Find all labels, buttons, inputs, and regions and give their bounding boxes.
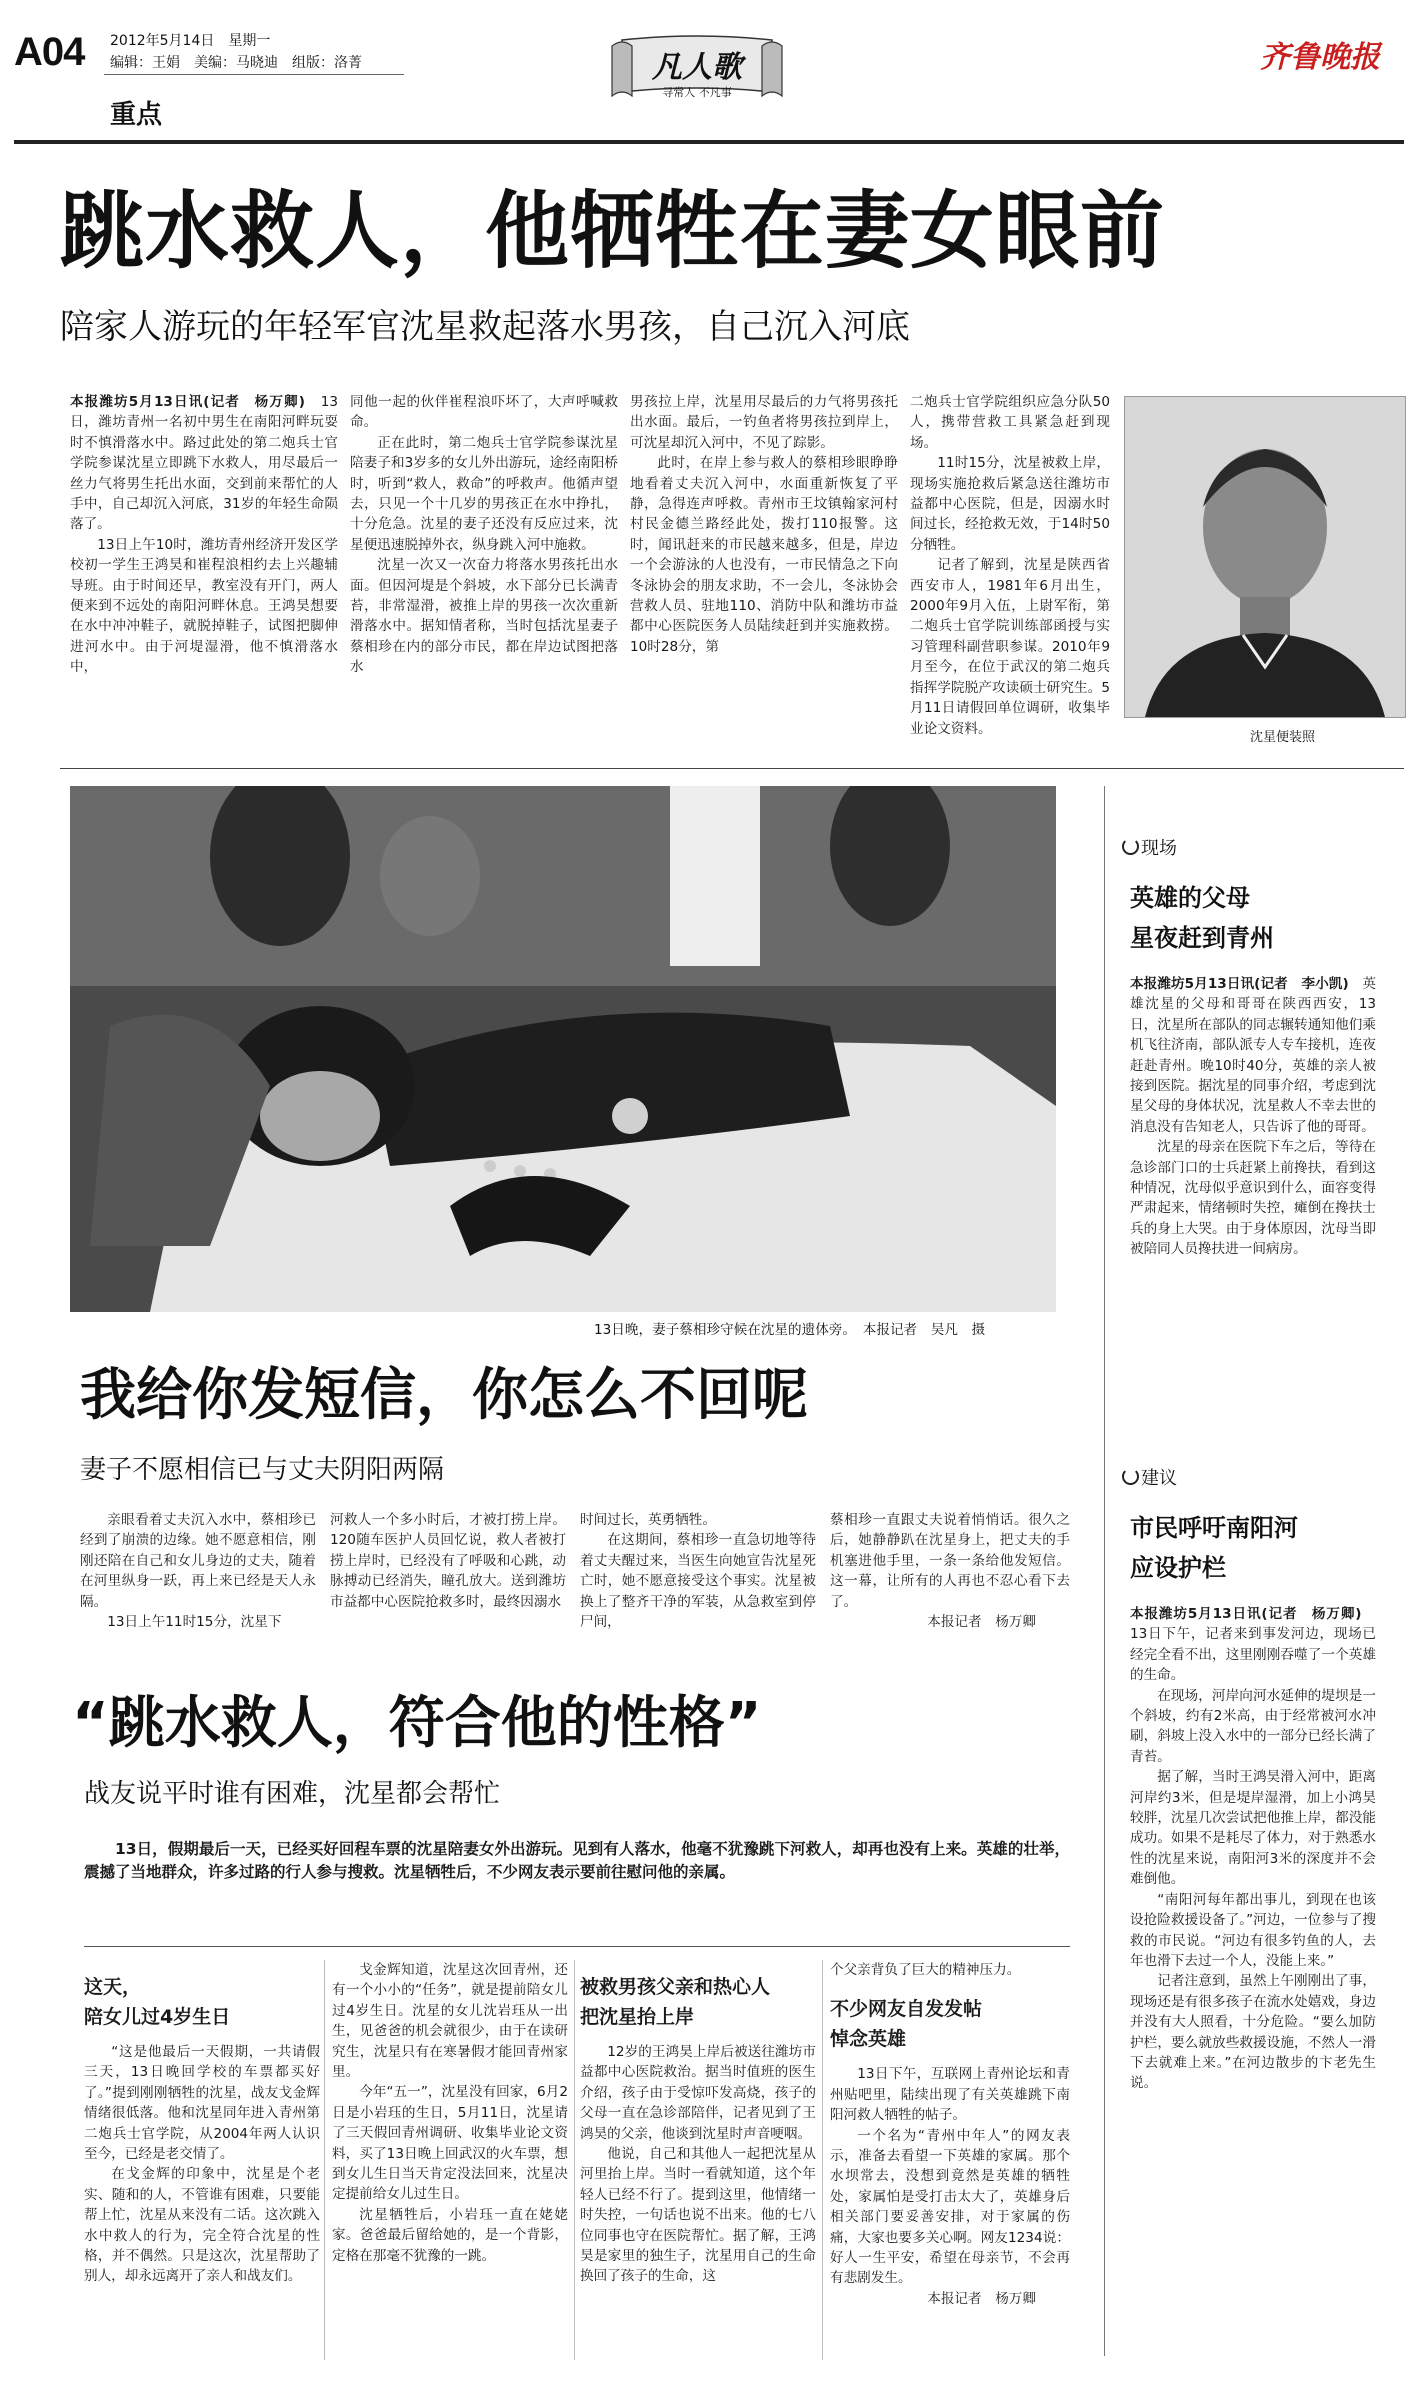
article1-para: 记者了解到，沈星是陕西省西安市人，1981年6月出生，2000年9月入伍，上尉军衔，第二炮兵士官学院训练部函授与实习管理科副营职参谋。2010年9月至今，在位于武汉的第二炮兵指挥学院脱产攻读硕士研究生。5月11日请假回单位调研，收集毕业论文资料。: [910, 557, 1110, 737]
sidebar2: [1122, 1466, 1408, 2094]
article1-para: 二炮兵士官学院组织应急分队50人，携带营救工具紧急赶到现场。: [910, 394, 1110, 451]
sidebar2-title-line1: 市民呼吁南阳河: [1130, 1514, 1298, 1542]
masthead-divider: [104, 74, 404, 75]
circle-marker-icon: [1122, 1468, 1139, 1485]
date-line: 2012年5月14日 星期一: [110, 33, 271, 49]
article1-para: 此时，在岸上参与救人的蔡相珍眼睁睁地看着丈夫沉入河中，水面重新恢复了平静，急得连声呼救。青州市王坟镇翰家河村村民金德兰路经此处，拨打110报警。这时，闻讯赶来的市民越来越多，但是，岸边一个会游泳的人也没有，一市民情急之下向冬泳协会的朋友求助，不一会儿，冬泳协会营救人员、驻地110、消防中队和潍坊市益都中心医院医务人员陆续赶到并实施救捞。10时28分，第: [630, 455, 898, 655]
article1-para: 男孩拉上岸，沈星用尽最后的力气将男孩托出水面。最后，一钓鱼者将男孩拉到岸上，可沈星却沉入河中，不见了踪影。: [630, 394, 898, 451]
column-logo-title: 凡人歌: [652, 50, 742, 85]
article3-para: “这是他最后一天假期，一共请假三天，13日晚回学校的车票都买好了。”提到刚刚牺牲的沈星，战友戈金辉情绪很低落。他和沈星同年进入青州第二炮兵士官学院，从2004年两人认识至今，已经是老交情了。: [84, 2044, 320, 2163]
article1-para: 13日，潍坊青州一名初中男生在南阳河畔玩耍时不慎滑落水中。路过此处的第二炮兵士官学院参谋沈星立即跳下水救人，用尽最后一丝力气将男生托出水面，交到前来帮忙的人手中，自己却沉入河底，31岁的年轻生命陨落了。: [70, 394, 338, 533]
main-photo: [70, 786, 1056, 1312]
article3-para: 13日下午，互联网上青州论坛和青州贴吧里，陆续出现了有关英雄跳下南阳河救人牺牲的帖子。: [830, 2066, 1070, 2124]
article2-col2: [330, 1510, 566, 1660]
article3-lead: [84, 1838, 1070, 1938]
section-label: 重点: [110, 100, 163, 130]
article2-col1: [80, 1510, 316, 1660]
sidebar2-para: 在现场，河岸向河水延伸的堤坝是一个斜坡，约有2米高，由于经常被河水冲刷，斜坡上没入水中的一部分已经长满了青苔。: [1130, 1687, 1376, 1765]
section-rule: [60, 768, 1404, 769]
portrait-person-icon: [1125, 397, 1405, 717]
article3-para: 戈金辉知道，沈星这次回青州，还有一个小小的“任务”，就是提前陪女儿过4岁生日。沈星的女儿沈岩珏从一出生，见爸爸的机会就很少，由于在读研究生，沈星只有在寒暑假才能回青州家里。: [332, 1962, 568, 2081]
sidebar1-title-line2: 星夜赶到青州: [1130, 924, 1274, 952]
top-rule: [14, 140, 1404, 144]
main-photo-caption: 13日晚，妻子蔡相珍守候在沈星的遗体旁。 本报记者 吴凡 摄: [594, 1322, 986, 1338]
sidebar2-para: 13日下午，记者来到事发河边，现场已经完全看不出，这里刚刚吞噬了一个英雄的生命。: [1130, 1606, 1376, 1684]
article3-headline: “跳水救人，符合他的性格”: [72, 1691, 762, 1756]
sidebar2-para: 记者注意到，虽然上午刚刚出了事，现场还是有很多孩子在流水处嬉戏，身边并没有大人照看，十分危险。“要么加防护栏，要么就放些救援设施，不然人一滑下去就难上来。”在河边散步的卞老先生说。: [1130, 1973, 1376, 2092]
column-divider: [324, 1960, 325, 2360]
article2-col3: [580, 1510, 816, 1660]
sidebar2-para: “南阳河每年都出事儿，到现在也该设抢险救援设备了。”河边，一位参与了搜救的市民说。“河边有很多钓鱼的人，去年也滑下去过一个人，没能上来。”: [1130, 1891, 1376, 1969]
article3-col3: [580, 1960, 816, 2360]
article1-col4: [910, 392, 1110, 752]
sidebar-divider: [1104, 786, 1105, 2356]
article3-col2: [332, 1960, 568, 2360]
photo-scene-icon: [70, 786, 1056, 1312]
sidebar2-para: 据了解，当时王鸿昊滑入河中，距离河岸约3米，但是堤岸湿滑，加上小鸿昊较胖，沈星几次尝试把他推上岸，都没能成功。如果不是耗尽了体力，对于熟悉水性的沈星来说，南阳河3米的深度并不会难倒他。: [1130, 1769, 1376, 1888]
article1-col3: [630, 392, 898, 752]
editors-line: 编辑：王娟 美编：马晓迪 组版：洛菁: [110, 55, 362, 71]
article1-col1: [70, 392, 338, 752]
sidebar2-byline: 本报潍坊5月13日讯(记者 杨万卿): [1130, 1606, 1362, 1622]
column-divider: [574, 1960, 575, 2360]
article1-para: 同他一起的伙伴崔程浪吓坏了，大声呼喊救命。: [350, 394, 618, 431]
article2-para: 在这期间，蔡相珍一直急切地等待着丈夫醒过来，当医生向她宣告沈星死亡时，她不愿意接受这个事实。沈星被换上了整齐干净的军装，从急救室到停尸间，: [580, 1532, 816, 1631]
article3-para: 个父亲背负了巨大的精神压力。: [830, 1962, 1021, 1978]
article3-para: 今年“五一”，沈星没有回家，6月2日是小岩珏的生日，5月11日，沈星请了三天假回青州调研、收集毕业论文资料，买了13日晚上回武汉的火车票，想到女儿生日当天肯定没法回来，沈星决定提前给女儿过生日。: [332, 2084, 568, 2203]
article3-subhead: 战友说平时谁有困难，沈星都会帮忙: [84, 1779, 501, 1809]
article3-para: 12岁的王鸿昊上岸后被送往潍坊市益都中心医院救治。据当时值班的医生介绍，孩子由于受惊吓发高烧，孩子的父母一直在急诊部陪伴，记者见到了王鸿昊的父亲，他谈到沈星时声音哽咽。: [580, 2044, 816, 2142]
article2-subhead: 妻子不愿相信已与丈夫阴阳两隔: [80, 1455, 445, 1485]
paper-name: 齐鲁晚报: [1260, 40, 1380, 75]
article3-lead-para: 13日，假期最后一天，已经买好回程车票的沈星陪妻女外出游玩。见到有人落水，他毫不犹豫跳下河救人，却再也没有上来。英雄的壮举，震撼了当地群众，许多过路的行人参与搜救。沈星牺牲后，不少网友表示要前往慰问他的亲属。: [84, 1840, 1070, 1881]
article3-sec2-title1: 被救男孩父亲和热心人: [580, 1976, 771, 1998]
sidebar1-byline: 本报潍坊5月13日讯(记者 李小凯): [1130, 976, 1349, 992]
article3-para: 一个名为“青州中年人”的网友表示，准备去看望一下英雄的家属。那个水坝常去，没想到竟然是英雄的牺牲处，家属怕是受打击太大了，英雄身后相关部门要妥善安排，对于家属的伤痛，大家也要多关心啊。网友1234说：好人一生平安，希望在母亲节，不会再有悲剧发生。: [830, 2127, 1070, 2287]
article1-col2: [350, 392, 618, 752]
article2-headline: 我给你发短信，你怎么不回呢: [80, 1363, 808, 1428]
article2-para: 河救人一个多小时后，才被打捞上岸。120随车医护人员回忆说，救人者被打捞上岸时，已经没有了呼吸和心跳，动脉搏动已经消失，瞳孔放大。送到潍坊市益都中心医院抢救多时，最终因溺水: [330, 1512, 566, 1610]
article3-para: 沈星牺牲后，小岩珏一直在姥姥家。爸爸最后留给她的，是一个背影，定格在那毫不犹豫的一跳。: [332, 2206, 568, 2264]
portrait-caption: 沈星便装照: [1250, 730, 1316, 745]
main-headline: 跳水救人，他牺牲在妻女眼前: [60, 182, 1166, 280]
sidebar1: [1122, 836, 1408, 1260]
article3-credit: 本报记者 杨万卿: [927, 2290, 1036, 2307]
article2-para: 亲眼看着丈夫沉入水中，蔡相珍已经到了崩溃的边缘。她不愿意相信，刚刚还陪在自己和女儿身边的丈夫，随着在河里纵身一跃，再上来已经是天人永隔。: [80, 1512, 316, 1610]
article3-sec2-title2: 把沈星抬上岸: [580, 2006, 695, 2028]
article3-col1: [84, 1960, 320, 2360]
article2-credit: 本报记者 杨万卿: [927, 1614, 1036, 1631]
article1-para: 正在此时，第二炮兵士官学院参谋沈星陪妻子和3岁多的女儿外出游玩，途经南阳桥时，听到“救人，救命”的呼救声。他循声望去，只见一个十几岁的男孩正在水中挣扎，十分危急。沈星的妻子还没有反应过来，沈星便迅速脱掉外衣，纵身跳入河中施救。: [350, 434, 618, 553]
article3-col4: [830, 1960, 1070, 2360]
sidebar2-title-line2: 应设护栏: [1130, 1554, 1226, 1582]
article2-para: 时间过长，英勇牺牲。: [580, 1512, 716, 1528]
circle-marker-icon: [1122, 838, 1139, 855]
article1-byline: 本报潍坊5月13日讯(记者 杨万卿): [70, 394, 305, 410]
article3-sec3-title1: 不少网友自发发帖: [830, 1998, 983, 2021]
sidebar1-para: 沈星的母亲在医院下车之后，等待在急诊部门口的士兵赶紧上前搀扶，看到这种情况，沈母似乎意识到什么，面容变得严肃起来，情绪顿时失控，瘫倒在搀扶士兵的身上大哭。由于身体原因，沈母当即被陪同人员搀扶进一间病房。: [1130, 1139, 1376, 1258]
article2-para: 13日上午11时15分，沈星下: [107, 1614, 282, 1631]
article1-para: 11时15分，沈星被救上岸，现场实施抢救后紧急送往潍坊市益都中心医院，但是，因溺水时间过长，经抢救无效，于14时50分牺牲。: [910, 455, 1110, 553]
article2-para: 蔡相珍一直跟丈夫说着悄悄话。很久之后，她静静趴在沈星身上，把丈夫的手机塞进他手里，一条一条给他发短信。这一幕，让所有的人再也不忍心看下去了。: [830, 1512, 1070, 1610]
article3-lead-rule: [84, 1946, 1070, 1947]
page-number: A04: [14, 30, 85, 74]
article3-sec3-title2: 悼念英雄: [830, 2028, 907, 2051]
article1-para: 沈星一次又一次奋力将落水男孩托出水面。但因河堤是个斜坡，水下部分已长满青苔，非常湿滑，被推上岸的男孩一次次重新滑落水中。据知情者称，当时包括沈星妻子蔡相珍在内的部分市民，都在岸边试图把落水: [350, 557, 618, 676]
article3-para: 在戈金辉的印象中，沈星是个老实、随和的人，不管谁有困难，只要能帮上忙，沈星从来没有二话。这次跳入水中救人的行为，完全符合沈星的性格，并不偶然。只是这次，沈星帮助了别人，却永远离开了亲人和战友们。: [84, 2166, 320, 2285]
column-logo-sub: 寻常人 不凡事: [662, 86, 732, 99]
article3-para: 他说，自己和其他人一起把沈星从河里抬上岸。当时一看就知道，这个年轻人已经不行了。提到这里，他情绪一时失控，一句话也说不出来。他的七八位同事也守在医院帮忙。据了解，王鸿昊是家里的独生子，沈星用自己的生命换回了孩子的生命，这: [580, 2146, 816, 2285]
sidebar1-tag: 现场: [1122, 836, 1408, 862]
article2-col4: [830, 1510, 1070, 1660]
article3-sec1-title2: 陪女儿过4岁生日: [84, 2006, 231, 2028]
article1-para: 13日上午10时，潍坊青州经济开发区学校初一学生王鸿昊和崔程浪相约去上兴趣辅导班。由于时间还早，教室没有开门，两人便来到不远处的南阳河畔休息。王鸿昊想要在水中冲冲鞋子，就脱掉鞋子，试图把脚伸进河水中。由于河堤湿滑，他不慎滑落水中，: [70, 536, 338, 676]
column-divider: [822, 1960, 823, 2360]
sidebar2-tag: 建议: [1122, 1466, 1408, 1492]
main-subhead: 陪家人游玩的年轻军官沈星救起落水男孩，自己沉入河底: [60, 307, 910, 347]
article3-sec1-title1: 这天，: [84, 1976, 142, 1998]
portrait-photo: [1124, 396, 1406, 718]
column-logo: [608, 30, 786, 110]
sidebar1-title-line1: 英雄的父母: [1130, 884, 1250, 912]
sidebar1-para: 英雄沈星的父母和哥哥在陕西西安，13日，沈星所在部队的同志辗转通知他们乘机飞往济南，部队派专人专车接机，连夜赶赴青州。晚10时40分，英雄的亲人被接到医院。据沈星的同事介绍，考虑到沈星父母的身体状况，沈星救人不幸去世的消息没有告知老人，只告诉了他的哥哥。: [1130, 976, 1376, 1135]
